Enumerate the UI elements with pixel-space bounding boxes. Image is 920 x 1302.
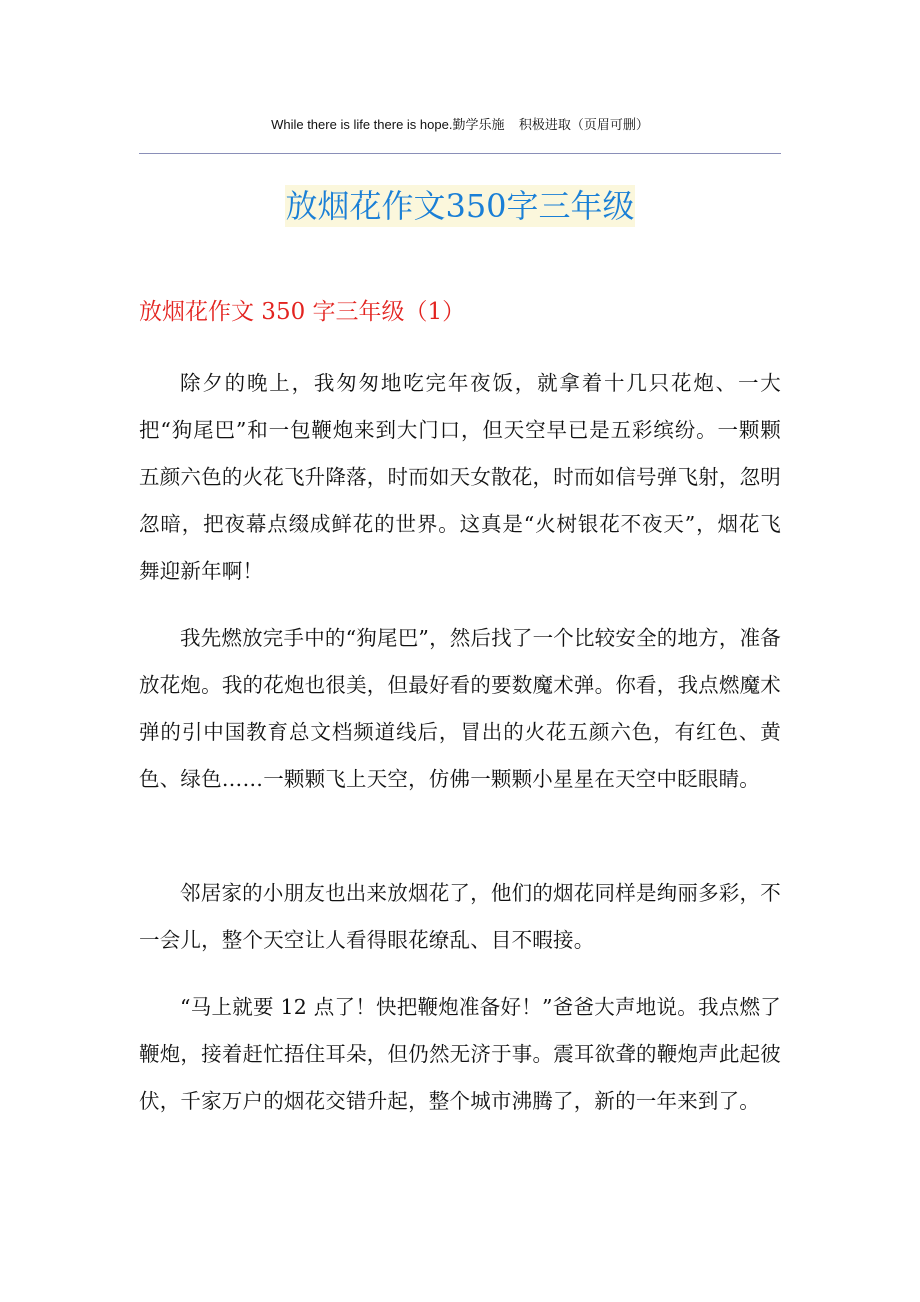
- page-header: While there is life there is hope.勤学乐施 积极进取（页眉可删）: [271, 117, 649, 132]
- title-part-3: 字三年级: [506, 187, 635, 225]
- paragraph: 除夕的晚上，我匆匆地吃完年夜饭，就拿着十几只花炮、一大把“狗尾巴”和一包鞭炮来到大门口，但天空早已是五彩缤纷。一颗颗五颜六色的火花飞升降落，时而如天女散花，时而如信号弹飞射，忽明忽暗，把夜幕点缀成鲜花的世界。这真是“火树银花不夜天”，烟花飞舞迎新年啊！: [139, 371, 781, 583]
- paragraph: 我先燃放完手中的“狗尾巴”，然后找了一个比较安全的地方，准备放花炮。我的花炮也很美，但最好看的要数魔术弹。你看，我点燃魔术弹的引中国教育总文档频道线后，冒出的火花五颜六色，有红色、黄色、绿色……一颗颗飞上天空，仿佛一颗颗小星星在天空中眨眼睛。: [139, 626, 781, 791]
- document-title: [0, 180, 920, 232]
- paragraph: “马上就要 12 点了！快把鞭炮准备好！”爸爸大声地说。我点燃了鞭炮，接着赶忙捂住耳朵，但仍然无济于事。震耳欲聋的鞭炮声此起彼伏，千家万户的烟花交错升起，整个城市沸腾了，新的一年来到了。: [139, 995, 781, 1113]
- title-part-1: 放烟花作文: [285, 187, 446, 225]
- section-heading: 放烟花作文 350 字三年级（1）: [139, 299, 466, 325]
- paragraph: 邻居家的小朋友也出来放烟花了，他们的烟花同样是绚丽多彩，不一会儿，整个天空让人看得眼花缭乱、目不暇接。: [139, 881, 781, 952]
- title-part-2: 350: [445, 187, 507, 225]
- header-divider: [139, 153, 781, 154]
